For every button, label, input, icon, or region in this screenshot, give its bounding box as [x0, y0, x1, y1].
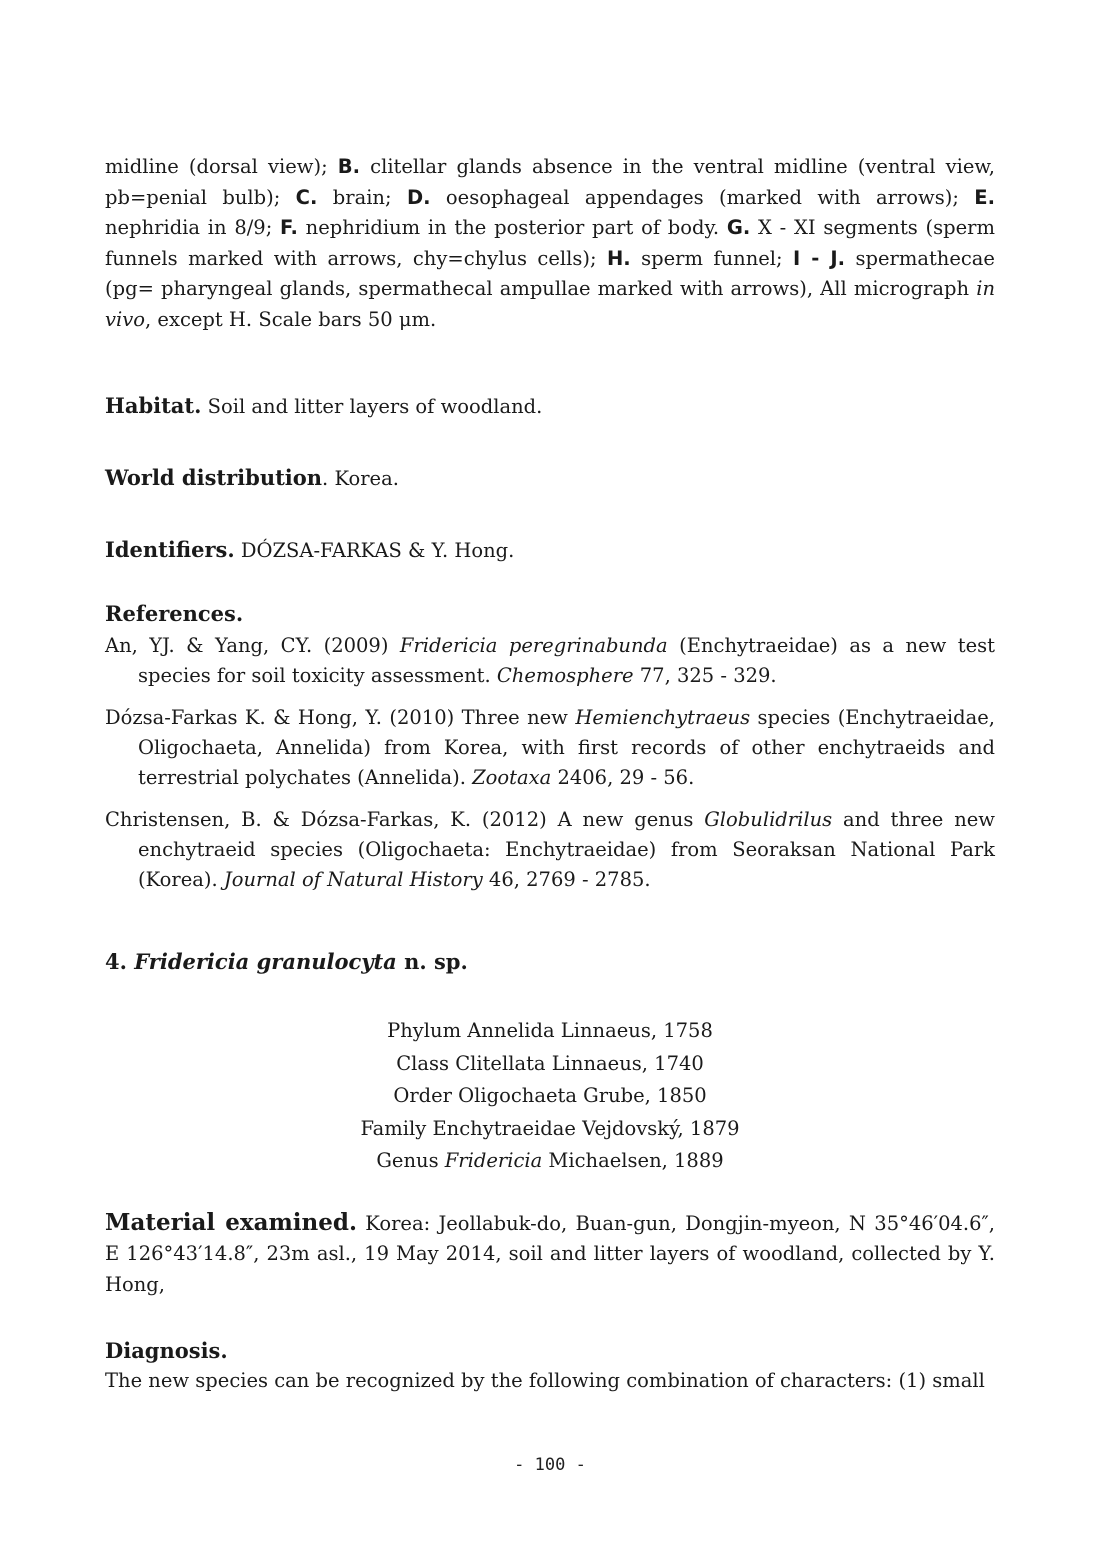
- world-distribution-label: World distribution: [105, 465, 323, 490]
- reference-item: An, YJ. & Yang, CY. (2009) Fridericia peregrinabunda (Enchytraeidae) as a new test species for soil toxicity assessment. Chemosphere 77, 325 - 329.: [105, 634, 995, 687]
- habitat-section: [105, 391, 995, 422]
- species-name: Fridericia granulocyta: [134, 949, 397, 974]
- taxonomy-genus: Genus Fridericia Michaelsen, 1889: [376, 1149, 724, 1172]
- taxonomy-class: Class Clitellata Linnaeus, 1740: [396, 1051, 704, 1075]
- diagnosis-text: The new species can be recognized by the following combination of characters: (1) small: [105, 1369, 985, 1392]
- species-heading: 4. Fridericia granulocyta n. sp.: [105, 949, 468, 974]
- taxonomy-phylum: Phylum Annelida Linnaeus, 1758: [387, 1019, 713, 1042]
- material-examined-section: [105, 1208, 995, 1301]
- material-examined-label: Material examined.: [105, 1208, 357, 1236]
- references-heading: References.: [105, 601, 244, 626]
- reference-item: Dózsa-Farkas K. & Hong, Y. (2010) Three new Hemienchytraeus species (Enchytraeidae, Oligochaeta, Annelida) from Korea, with first records of other enchytraeids and terrestrial polychates (Annelida). Zootaxa 2406, 29 - 56.: [105, 706, 996, 789]
- identifiers-text: DÓZSA-FARKAS & Y. Hong.: [234, 539, 515, 562]
- world-distribution-text: . Korea.: [322, 467, 399, 490]
- identifiers-section: [105, 535, 995, 566]
- page-content: [105, 152, 995, 1397]
- figure-caption-continuation: midline (dorsal view); B. clitellar glands absence in the ventral midline (ventral view, pb=penial bulb); C. brain; D. oesophageal appendages (marked with arrows); E. nephridia in 8/9; F. nephridium in the posterior part of body. G. X - XI segments (sperm funnels marked with arrows, chy=chylus cells); H. sperm funnel; I - J. spermathecae (pg= pharyngeal glands, spermathecal ampullae marked with arrows), All micrograph in vivo, except H. Scale bars 50 μm.: [105, 155, 996, 331]
- habitat-text: Soil and litter layers of woodland.: [201, 395, 543, 418]
- taxonomy-order: Order Oligochaeta Grube, 1850: [393, 1084, 707, 1107]
- page-number: - 100 -: [514, 1455, 586, 1475]
- taxonomy-block: [105, 1015, 995, 1178]
- habitat-label: Habitat.: [105, 393, 202, 418]
- identifiers-label: Identifiers.: [105, 537, 235, 562]
- taxonomy-family: Family Enchytraeidae Vejdovský, 1879: [360, 1116, 740, 1140]
- material-examined-text: Korea: Jeollabuk-do, Buan-gun, Dongjin-myeon, N 35°46′04.6″, E 126°43′14.8″, 23m asl., 19 May 2014, soil and litter layers of woodland, collected by Y. Hong,: [105, 1211, 996, 1296]
- reference-list: [105, 631, 995, 895]
- diagnosis-heading: Diagnosis.: [105, 1338, 228, 1363]
- world-distribution-section: [105, 463, 995, 494]
- reference-item: Christensen, B. & Dózsa-Farkas, K. (2012) A new genus Globulidrilus and three new enchytraeid species (Oligochaeta: Enchytraeidae) from Seoraksan National Park (Korea). Journal of Natural History 46, 2769 - 2785.: [105, 808, 995, 891]
